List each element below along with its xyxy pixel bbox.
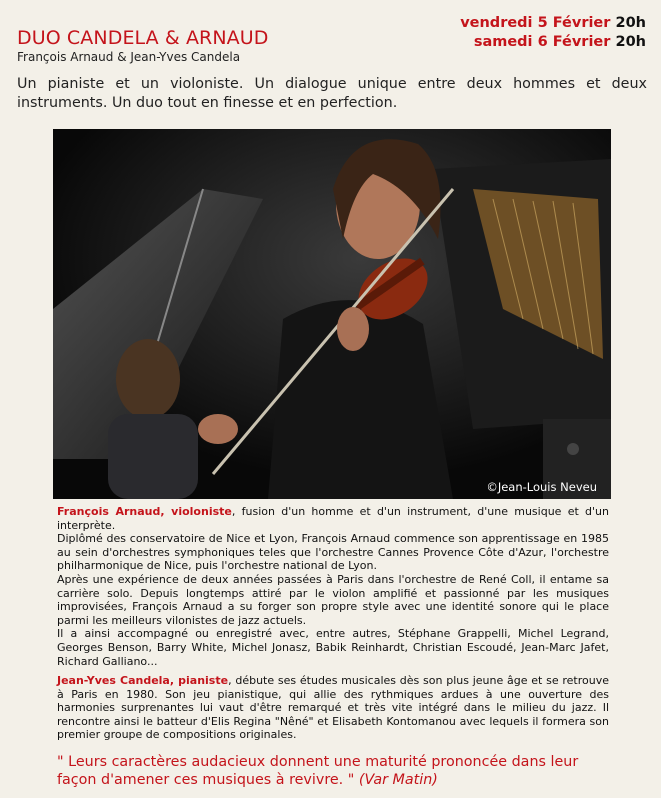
date-day-2: samedi 6 Février	[473, 34, 611, 50]
press-quote	[57, 753, 617, 789]
bio-candela-text: , débute ses études musicales dès son plus jeune âge et se retrouve à Paris en 1980. Son jeu pianistique, qui allie des rythmiques ardues à une ouverture des harmonies surprenantes lui vaut d'être remarqué et très vite intégré dans le milieu du jazz. Il rencontre ainsi le batteur d'Elis Regina "Nêné" et Elisabeth Kontomanou avec lequels il formera son premier groupe de compositions originales.	[57, 674, 610, 742]
bio-arnaud-paragraph-3: Il a ainsi accompagné ou enregistré avec, entre autres, Stéphane Grappelli, Michel Legrand, Georges Benson, Barry White, Michel Jonasz, Babik Reinhardt, Christian Escoudé, Jean-Marc Jafet, Richard Galliano...	[57, 627, 609, 668]
bio-arnaud-paragraph-1: Diplômé des conservatoire de Nice et Lyon, François Arnaud commence son apprentissage en 1985 au sein d'orchestres symphoniques teles que l'orchestre Cannes Provence Côte d'Azur, l'orchestre philharmonique de Nice, puis l'orchestre national de Lyon.	[57, 532, 609, 573]
concert-photo-illustration	[53, 129, 611, 499]
date-day-1: vendredi 5 Février	[460, 15, 611, 31]
date-time-2: 20h	[615, 34, 646, 50]
bio-candela	[57, 674, 609, 742]
press-quote-source: (Var Matin)	[358, 772, 438, 788]
bio-arnaud-paragraph-2: Après une expérience de deux années passées à Paris dans l'orchestre de René Coll, il entame sa carrière solo. Depuis longtemps attiré par le violon amplifié et passionné par les musiques improvisées, François Arnaud a su forger son propre style avec une identité sonore qui le place parmi les meilleurs vilonistes de jazz actuels.	[57, 572, 609, 627]
bio-arnaud-name: François Arnaud, violoniste	[57, 505, 232, 518]
concert-photo	[53, 129, 611, 499]
bio-arnaud	[57, 505, 609, 668]
intro-paragraph: Un pianiste et un violoniste. Un dialogue unique entre deux hommes et deux instruments. Un duo tout en finesse et en perfection.	[17, 76, 647, 111]
bio-arnaud-intro-line	[57, 505, 609, 532]
press-quote-text: " Leurs caractères audacieux donnent une maturité prononcée dans leur façon d'amener ces musiques à revivre. "	[57, 754, 579, 788]
page-title: DUO CANDELA & ARNAUD	[17, 27, 269, 49]
date-line-2	[460, 33, 646, 52]
concert-dates	[460, 14, 646, 52]
photo-credit: ©Jean-Louis Neveu	[486, 480, 597, 494]
date-time-1: 20h	[615, 15, 646, 31]
date-line-1	[460, 14, 646, 33]
bio-arnaud-intro: , fusion d'un homme et d'un instrument, d'une musique et d'un interprète.	[57, 505, 609, 532]
page-subtitle: François Arnaud & Jean-Yves Candela	[17, 50, 241, 64]
bio-candela-name: Jean-Yves Candela, pianiste	[57, 674, 229, 687]
